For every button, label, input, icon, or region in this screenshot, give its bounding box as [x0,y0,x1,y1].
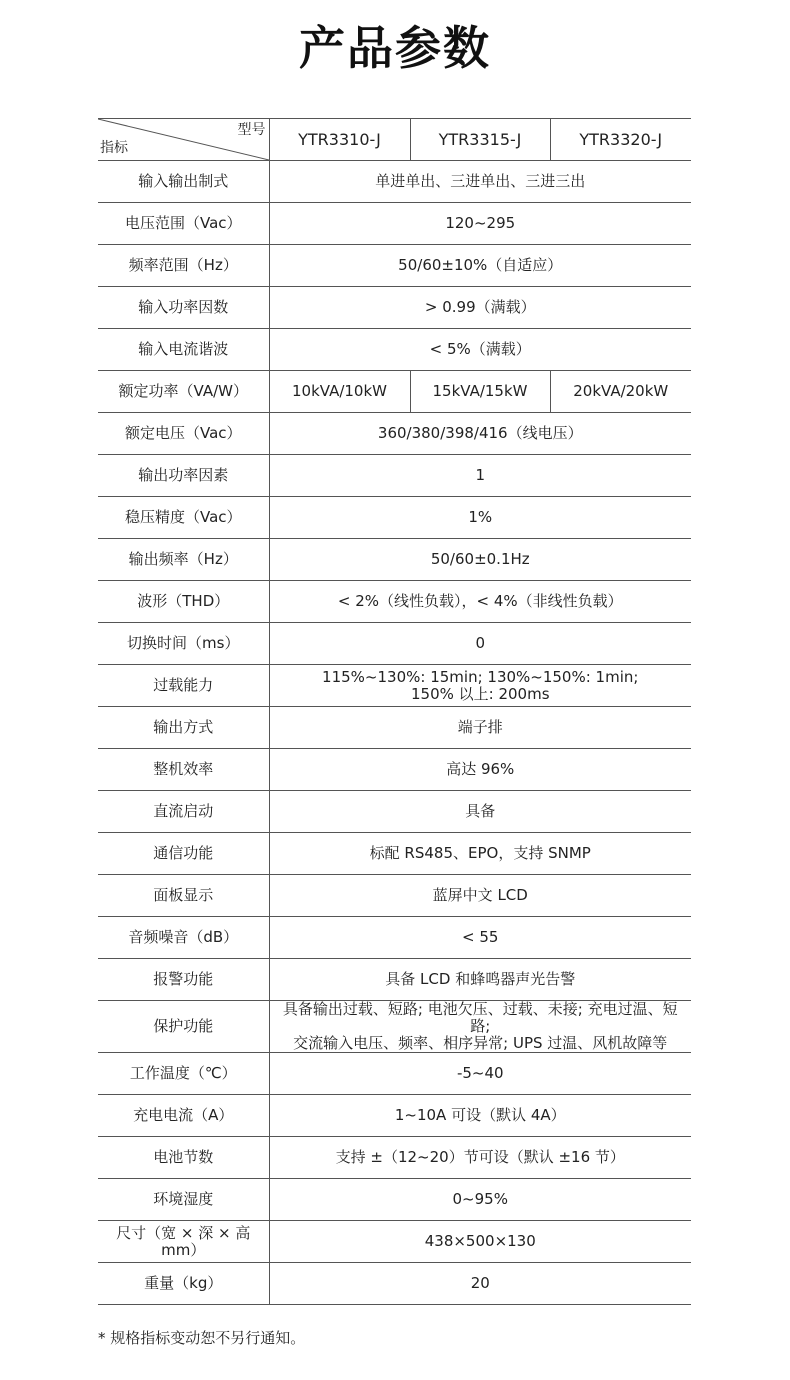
spec-row [98,959,691,1001]
spec-label: 工作温度（℃） [98,1053,269,1095]
spec-row [98,1137,691,1179]
spec-label: 环境湿度 [98,1179,269,1221]
spec-value: 单进单出、三进单出、三进三出 [269,161,691,203]
spec-value: 15kVA/15kW [410,371,550,413]
spec-label: 通信功能 [98,833,269,875]
spec-row [98,707,691,749]
spec-row [98,329,691,371]
spec-label: 整机效率 [98,749,269,791]
spec-value: 具备 LCD 和蜂鸣器声光告警 [269,959,691,1001]
spec-value: 20 [269,1263,691,1305]
spec-row [98,413,691,455]
spec-label: 输出频率（Hz） [98,539,269,581]
corner-spec-label: 指标 [100,140,128,156]
header-corner-cell [98,119,269,161]
spec-value [269,665,691,707]
spec-row [98,917,691,959]
spec-label: 稳压精度（Vac） [98,497,269,539]
spec-value: 1 [269,455,691,497]
spec-value-line: 具备输出过载、短路; 电池欠压、过载、未接; 充电过温、短路; [282,1000,678,1035]
spec-label: 尺寸（宽 × 深 × 高 mm） [98,1221,269,1263]
spec-table [98,118,691,1305]
spec-value: 120~295 [269,203,691,245]
spec-row [98,203,691,245]
spec-row [98,1095,691,1137]
page-title: 产品参数 [299,21,491,75]
spec-value: 10kVA/10kW [269,371,410,413]
spec-value: 438×500×130 [269,1221,691,1263]
spec-value: < 2%（线性负载），< 4%（非线性负载） [269,581,691,623]
footnote: * 规格指标变动恕不另行通知。 [98,1329,306,1347]
spec-label: 面板显示 [98,875,269,917]
spec-label: 输入功率因数 [98,287,269,329]
spec-label: 保护功能 [98,1001,269,1053]
spec-row [98,287,691,329]
spec-value: 0~95% [269,1179,691,1221]
spec-value: 1% [269,497,691,539]
spec-row [98,1053,691,1095]
spec-label: 波形（THD） [98,581,269,623]
spec-row [98,245,691,287]
spec-row [98,581,691,623]
corner-model-label: 型号 [237,122,266,138]
model-header: YTR3315-J [410,119,550,161]
spec-label: 额定功率（VA/W） [98,371,269,413]
spec-row [98,623,691,665]
spec-row [98,1179,691,1221]
spec-value: 支持 ±（12~20）节可设（默认 ±16 节） [269,1137,691,1179]
spec-value: 50/60±10%（自适应） [269,245,691,287]
spec-label: 电压范围（Vac） [98,203,269,245]
spec-value-line: 交流输入电压、频率、相序异常; UPS 过温、风机故障等 [293,1034,668,1052]
spec-row [98,1221,691,1263]
spec-value: 0 [269,623,691,665]
spec-label: 直流启动 [98,791,269,833]
spec-label: 额定电压（Vac） [98,413,269,455]
spec-label: 过载能力 [98,665,269,707]
spec-value: < 55 [269,917,691,959]
spec-value: 蓝屏中文 LCD [269,875,691,917]
spec-value: 端子排 [269,707,691,749]
spec-value: 1~10A 可设（默认 4A） [269,1095,691,1137]
header-row [98,119,691,161]
spec-row [98,1263,691,1305]
spec-label: 输入输出制式 [98,161,269,203]
spec-label: 切换时间（ms） [98,623,269,665]
spec-value-line: 150% 以上: 200ms [410,684,550,703]
spec-value: 高达 96% [269,749,691,791]
spec-row [98,371,691,413]
spec-label: 输出功率因素 [98,455,269,497]
spec-value: 360/380/398/416（线电压） [269,413,691,455]
spec-value: 具备 [269,791,691,833]
spec-label: 音频噪音（dB） [98,917,269,959]
spec-row [98,539,691,581]
spec-label: 报警功能 [98,959,269,1001]
spec-value: < 5%（满载） [269,329,691,371]
spec-row [98,875,691,917]
spec-label: 电池节数 [98,1137,269,1179]
spec-row [98,791,691,833]
spec-row [98,1001,691,1053]
model-header: YTR3320-J [550,119,691,161]
spec-row [98,455,691,497]
spec-row [98,749,691,791]
spec-row [98,497,691,539]
spec-label: 输出方式 [98,707,269,749]
spec-row [98,665,691,707]
spec-label: 重量（kg） [98,1263,269,1305]
spec-label: 充电电流（A） [98,1095,269,1137]
model-header: YTR3310-J [269,119,410,161]
spec-label: 频率范围（Hz） [98,245,269,287]
spec-value: -5~40 [269,1053,691,1095]
spec-label: 输入电流谐波 [98,329,269,371]
spec-value: 20kVA/20kW [550,371,691,413]
spec-value-line: 115%~130%: 15min; 130%~150%: 1min; [322,667,639,686]
spec-value: > 0.99（满载） [269,287,691,329]
spec-value: 标配 RS485、EPO，支持 SNMP [269,833,691,875]
spec-value: 50/60±0.1Hz [269,539,691,581]
spec-row [98,833,691,875]
spec-value [269,1001,691,1053]
spec-row [98,161,691,203]
